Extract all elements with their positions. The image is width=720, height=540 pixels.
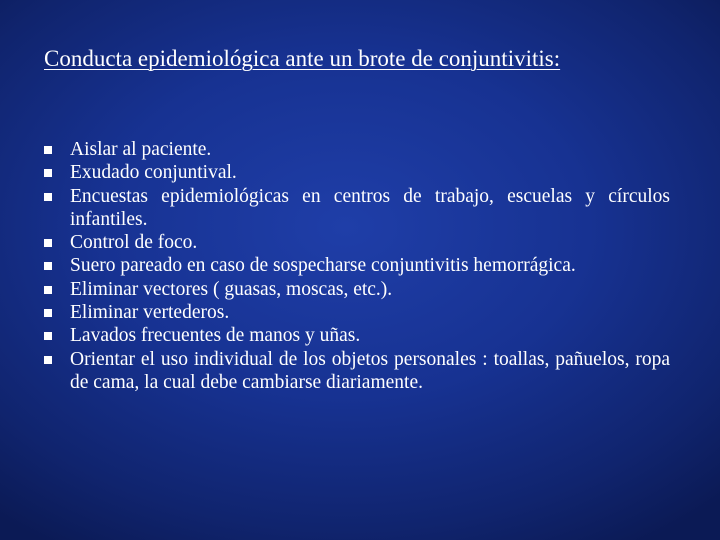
square-bullet-icon bbox=[44, 169, 52, 177]
list-item bbox=[44, 348, 670, 395]
bullet-text: Encuestas epidemiológicas en centros de trabajo, escuelas y círculos infantiles. bbox=[70, 185, 670, 230]
bullet-text: Control de foco. bbox=[70, 232, 198, 254]
bullet-text: Eliminar vertederos. bbox=[70, 302, 230, 324]
square-bullet-icon bbox=[44, 262, 52, 270]
bullet-text: Eliminar vectores ( guasas, moscas, etc.). bbox=[70, 278, 393, 300]
list-item bbox=[44, 231, 670, 254]
bullet-text: Aislar al paciente. bbox=[70, 139, 212, 160]
list-item bbox=[44, 161, 670, 184]
bullet-text: Exudado conjuntival. bbox=[70, 162, 237, 184]
square-bullet-icon bbox=[44, 356, 52, 364]
square-bullet-icon bbox=[44, 309, 52, 317]
square-bullet-icon bbox=[44, 332, 52, 340]
bullet-text: Orientar el uso individual de los objetos personales : toallas, pañuelos, ropa de cama, la cual debe cambiarse diariamente. bbox=[70, 348, 670, 393]
list-item bbox=[44, 138, 670, 161]
list-item bbox=[44, 254, 670, 277]
square-bullet-icon bbox=[44, 146, 52, 154]
square-bullet-icon bbox=[44, 193, 52, 201]
list-item bbox=[44, 185, 670, 232]
bullet-list bbox=[44, 138, 670, 394]
bullet-text: Lavados frecuentes de manos y uñas. bbox=[70, 325, 361, 347]
square-bullet-icon bbox=[44, 239, 52, 247]
list-item bbox=[44, 301, 670, 324]
list-item bbox=[44, 278, 670, 301]
slide-title: Conducta epidemiológica ante un brote de conjuntivitis: bbox=[44, 46, 561, 71]
bullet-text: Suero pareado en caso de sospecharse conjuntivitis hemorrágica. bbox=[70, 255, 576, 277]
list-item bbox=[44, 324, 670, 347]
square-bullet-icon bbox=[44, 286, 52, 294]
